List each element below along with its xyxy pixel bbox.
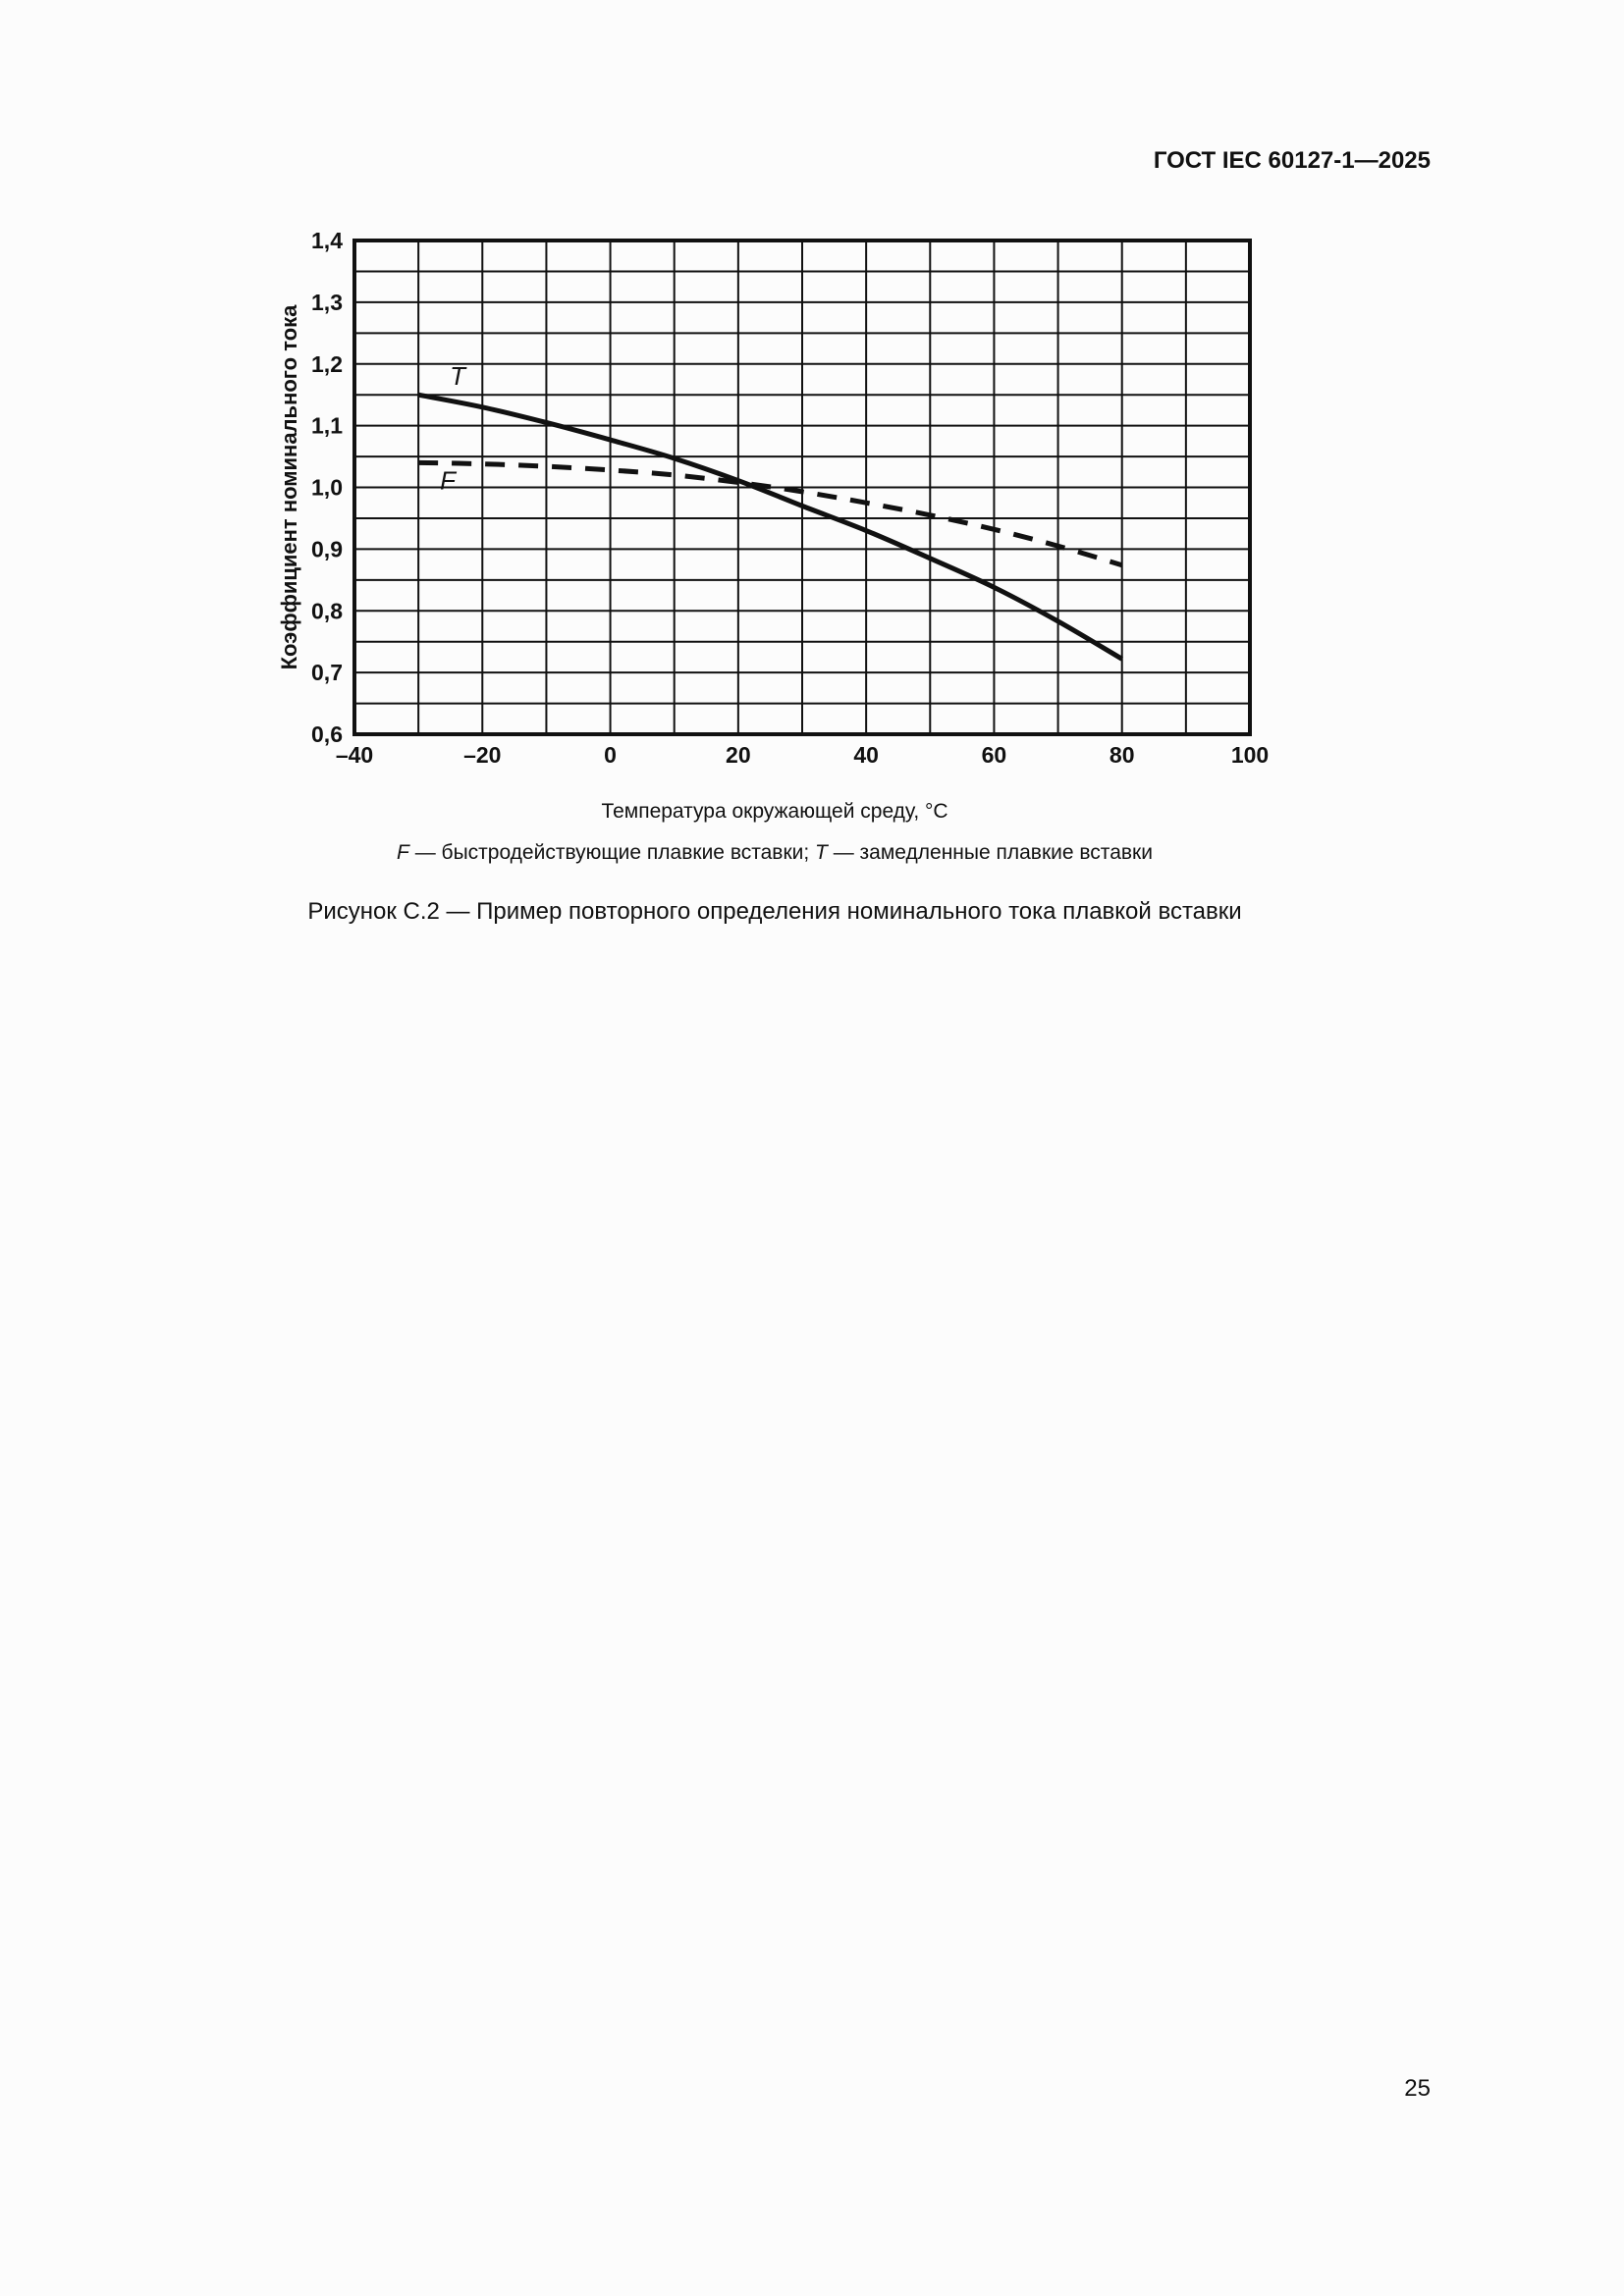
legend-t-text: — замедленные плавкие вставки: [827, 841, 1153, 864]
y-axis-label: Коэффициент номинального тока: [277, 304, 301, 670]
series-line-T: [418, 395, 1122, 659]
y-tick-label: 1,1: [311, 412, 343, 439]
y-tick-label: 0,9: [311, 536, 343, 562]
series-label-F: F: [440, 465, 457, 496]
x-tick-label: 60: [981, 742, 1007, 768]
series-label-T: T: [450, 361, 466, 392]
x-axis-label: Температура окружающей среду, °C: [601, 800, 948, 823]
x-tick-label: –40: [335, 742, 374, 768]
legend-f-key: F: [397, 841, 409, 864]
y-tick-label: 0,8: [311, 598, 343, 624]
y-tick-label: 1,2: [311, 350, 343, 377]
x-tick-label: 0: [604, 742, 617, 768]
y-tick-label: 0,6: [311, 721, 343, 747]
figure-caption: Рисунок С.2 — Пример повторного определения номинального тока плавкой вставки: [307, 898, 1242, 925]
legend-f-text: — быстродействующие плавкие вставки;: [408, 841, 816, 864]
y-tick-label: 1,3: [311, 289, 343, 315]
legend: [0, 841, 1549, 865]
x-tick-label: 80: [1109, 742, 1135, 768]
y-tick-label: 0,7: [311, 660, 343, 686]
x-tick-label: 40: [853, 742, 879, 768]
chart: [0, 0, 1624, 785]
x-tick-label: –20: [463, 742, 502, 768]
legend-t-key: T: [815, 841, 828, 864]
y-tick-label: 1,4: [311, 228, 343, 253]
y-tick-label: 1,0: [311, 474, 343, 501]
document-header: ГОСТ IEC 60127-1—2025: [1153, 147, 1431, 174]
x-tick-label: 20: [726, 742, 751, 768]
page-number: 25: [1404, 2075, 1431, 2102]
x-tick-label: 100: [1230, 742, 1270, 768]
